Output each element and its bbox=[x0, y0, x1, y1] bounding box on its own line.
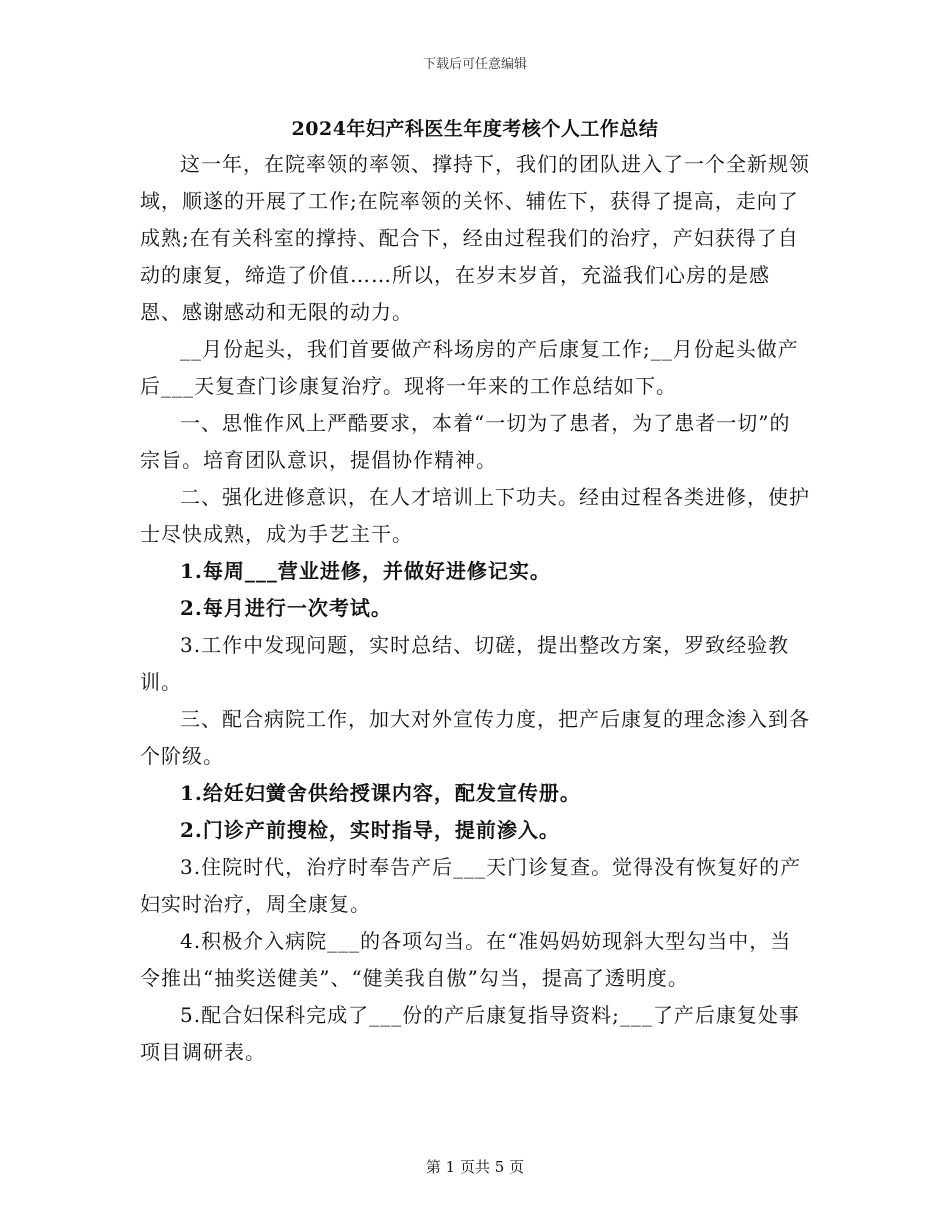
paragraph: 二、强化进修意识，在人才培训上下功夫。经由过程各类进修，使护士尽快成熟，成为手艺主干。 bbox=[140, 485, 810, 546]
header-note: 下载后可任意编辑 bbox=[422, 57, 527, 72]
paragraph: 三、配合病院工作，加大对外宣传力度，把产后康复的理念渗入到各个阶级。 bbox=[140, 707, 810, 768]
document-body bbox=[140, 146, 810, 1071]
paragraph: 1.给妊妇黉舍供给授课内容，配发宣传册。 bbox=[180, 781, 581, 805]
document-title: 2024年妇产科医生年度考核个人工作总结 bbox=[291, 118, 659, 140]
paragraph: 5.配合妇保科完成了___份的产后康复指导资料;___了产后康复处事项目调研表。 bbox=[140, 1003, 800, 1064]
paragraph: 2.门诊产前搜检，实时指导，提前渗入。 bbox=[180, 818, 560, 842]
paragraph: 4.积极介入病院___的各项勾当。在“准妈妈妨现斜大型勾当中，当令推出“抽奖送健美”、“健美我自傲”勾当，提高了透明度。 bbox=[140, 929, 792, 990]
paragraph: __月份起头，我们首要做产科场房的产后康复工作;__月份起头做产后___天复查门诊康复治疗。现将一年来的工作总结如下。 bbox=[140, 337, 799, 398]
paragraph: 2.每月进行一次考试。 bbox=[180, 596, 392, 620]
paragraph: 3.住院时代，治疗时奉告产后___天门诊复查。觉得没有恢复好的产妇实时治疗，周全康复。 bbox=[140, 855, 802, 916]
paragraph: 1.每周___营业进修，并做好进修记实。 bbox=[180, 559, 551, 583]
paragraph: 这一年，在院率领的率领、撑持下，我们的团队进入了一个全新规领域，顺遂的开展了工作;在院率领的关怀、辅佐下，获得了提高，走向了成熟;在有关科室的撑持、配合下，经由过程我们的治疗，产妇获得了自动的康复，缔造了价值……所以，在岁末岁首，充溢我们心房的是感恩、感谢感动和无限的动力。 bbox=[140, 152, 810, 324]
paragraph: 3.工作中发现问题，实时总结、切磋，提出整改方案，罗致经验教训。 bbox=[140, 633, 790, 694]
page-footer: 第 1 页共 5 页 bbox=[425, 1158, 525, 1176]
paragraph: 一、思惟作风上严酷要求，本着“一切为了患者，为了患者一切”的宗旨。培育团队意识，提倡协作精神。 bbox=[140, 411, 791, 472]
